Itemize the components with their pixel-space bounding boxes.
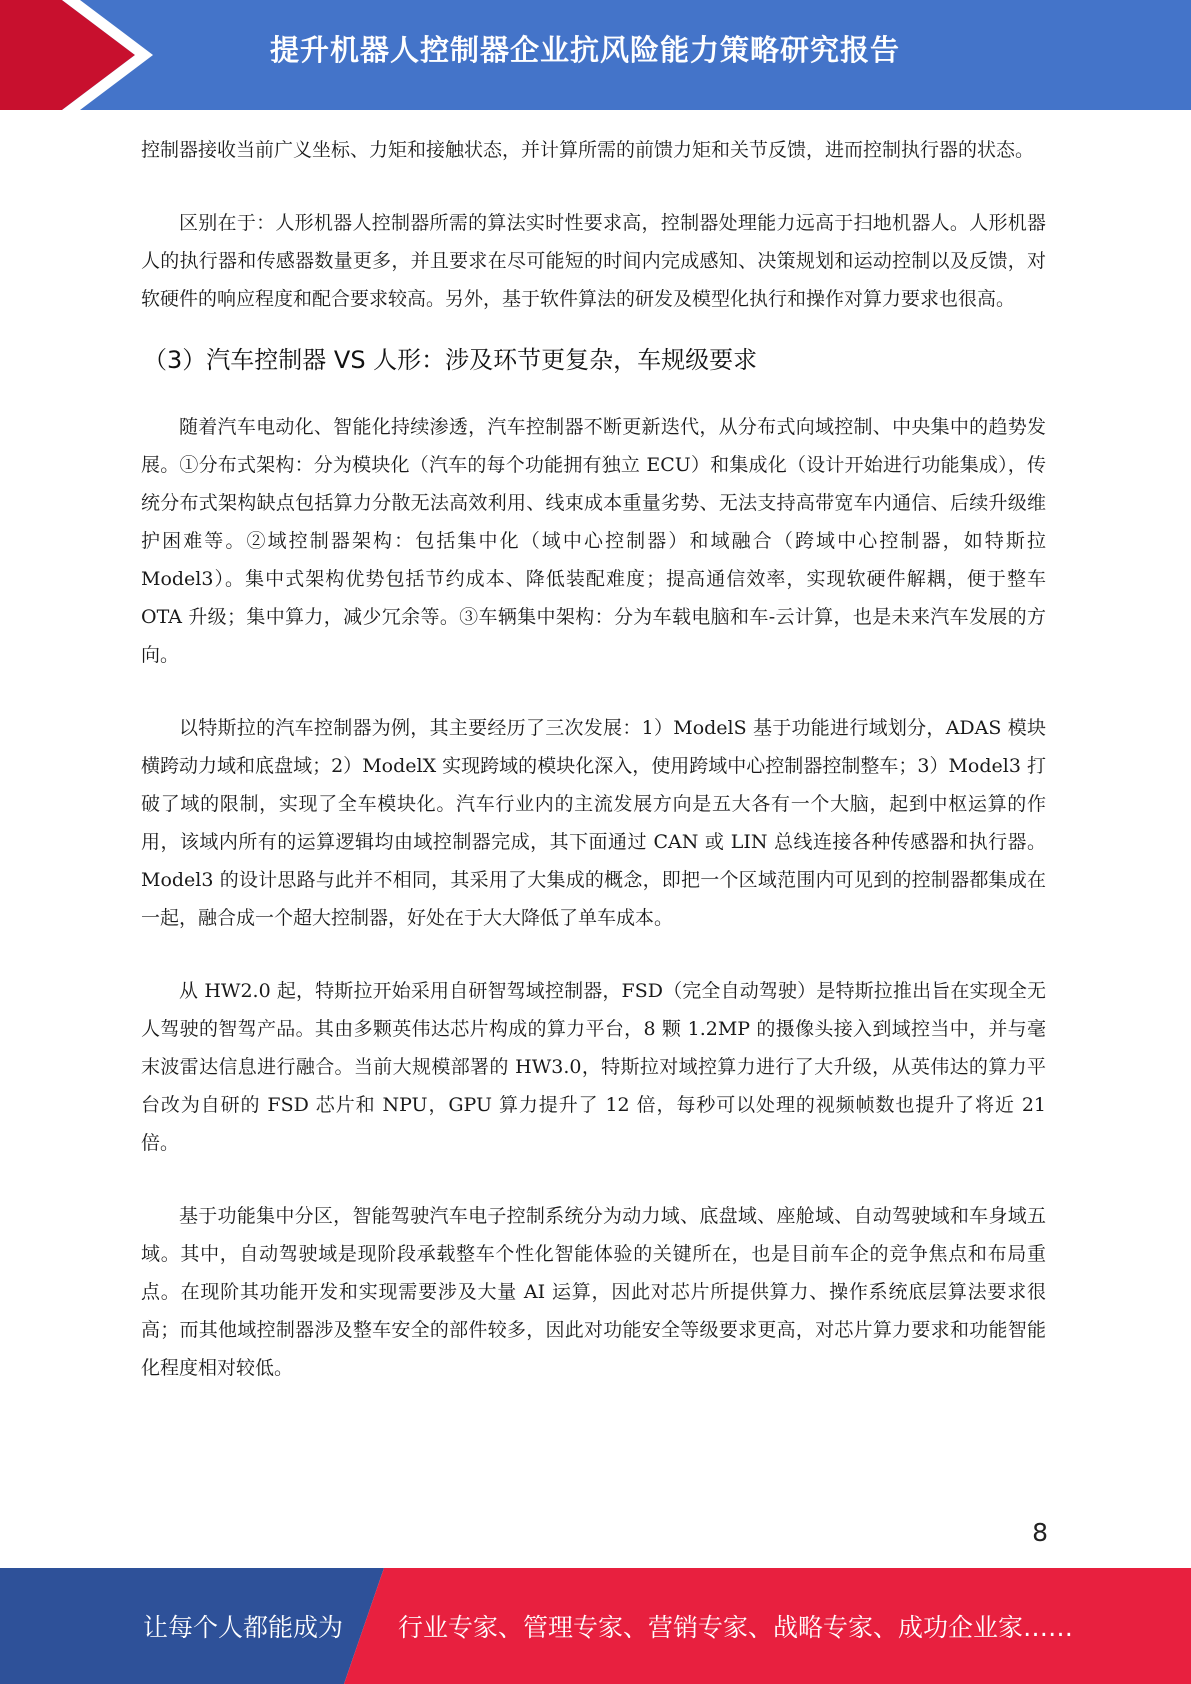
header-arrow-decoration [0, 0, 160, 110]
paragraph-architecture: 随着汽车电动化、智能化持续渗透，汽车控制器不断更新迭代，从分布式向域控制、中央集中的趋势发展。①分布式架构：分为模块化（汽车的每个功能拥有独立 ECU）和集成化（设计开始进行功能集成），传统分布式架构缺点包括算力分散无法高效利用、线束成本重量劣势、无法支持高带宽车内通信、后续升级维护困难等。②域控制器架构：包括集中化（域中心控制器）和域融合（跨域中心控制器，如特斯拉 Model3）。集中式架构优势包括节约成本、降低装配难度；提高通信效率，实现软硬件解耦，便于整车 OTA 升级；集中算力，减少冗余等。③车辆集中架构：分为车载电脑和车-云计算，也是未来汽车发展的方向。 [141, 416, 1046, 666]
paragraph-continued: 控制器接收当前广义坐标、力矩和接触状态，并计算所需的前馈力矩和关节反馈，进而控制执行器的状态。 [141, 139, 1035, 161]
document-body [141, 131, 1046, 1387]
paragraph-tesla-evolution: 以特斯拉的汽车控制器为例，其主要经历了三次发展：1）ModelS 基于功能进行域划分，ADAS 模块横跨动力域和底盘域；2）ModelX 实现跨域的模块化深入，使用跨域中心控制器控制整车；3）Model3 打破了域的限制，实现了全车模块化。汽车行业内的主流发展方向是五大各有一个大脑，起到中枢运算的作用，该域内所有的运算逻辑均由域控制器完成，其下面通过 CAN 或 LIN 总线连接各种传感器和执行器。Model3 的设计思路与此并不相同，其采用了大集成的概念，即把一个区域范围内可见到的控制器都集成在一起，融合成一个超大控制器，好处在于大大降低了单车成本。 [141, 717, 1046, 929]
page-number: 8 [1032, 1518, 1048, 1547]
paragraph-domains: 基于功能集中分区，智能驾驶汽车电子控制系统分为动力域、底盘域、座舱域、自动驾驶域和车身域五域。其中，自动驾驶域是现阶段承载整车个性化智能体验的关键所在，也是目前车企的竞争焦点和布局重点。在现阶其功能开发和实现需要涉及大量 AI 运算，因此对芯片所提供算力、操作系统底层算法要求很高；而其他域控制器涉及整车安全的部件较多，因此对功能安全等级要求更高，对芯片算力要求和功能智能化程度相对较低。 [141, 1205, 1046, 1379]
paragraph-difference: 区别在于：人形机器人控制器所需的算法实时性要求高，控制器处理能力远高于扫地机器人。人形机器人的执行器和传感器数量更多，并且要求在尽可能短的时间内完成感知、决策规划和运动控制以及反馈，对软硬件的响应程度和配合要求较高。另外，基于软件算法的研发及模型化执行和操作对算力要求也很高。 [141, 212, 1046, 310]
footer-slogan-left: 让每个人都能成为 [143, 1613, 344, 1642]
report-title: 提升机器人控制器企业抗风险能力策略研究报告 [270, 33, 901, 67]
section-heading: （3）汽车控制器 VS 人形：涉及环节更复杂，车规级要求 [143, 346, 758, 374]
page-footer [0, 1568, 1191, 1684]
page-header [0, 0, 1191, 110]
paragraph-fsd: 从 HW2.0 起，特斯拉开始采用自研智驾域控制器，FSD（完全自动驾驶）是特斯拉推出旨在实现全无人驾驶的智驾产品。其由多颗英伟达芯片构成的算力平台，8 颗 1.2MP 的摄像头接入到域控当中，并与毫末波雷达信息进行融合。当前大规模部署的 HW3.0，特斯拉对域控算力进行了大升级，从英伟达的算力平台改为自研的 FSD 芯片和 NPU，GPU 算力提升了 12 倍，每秒可以处理的视频帧数也提升了将近 21 倍。 [141, 980, 1046, 1154]
footer-slogan-right: 行业专家、管理专家、营销专家、战略专家、成功企业家…… [398, 1613, 1074, 1642]
